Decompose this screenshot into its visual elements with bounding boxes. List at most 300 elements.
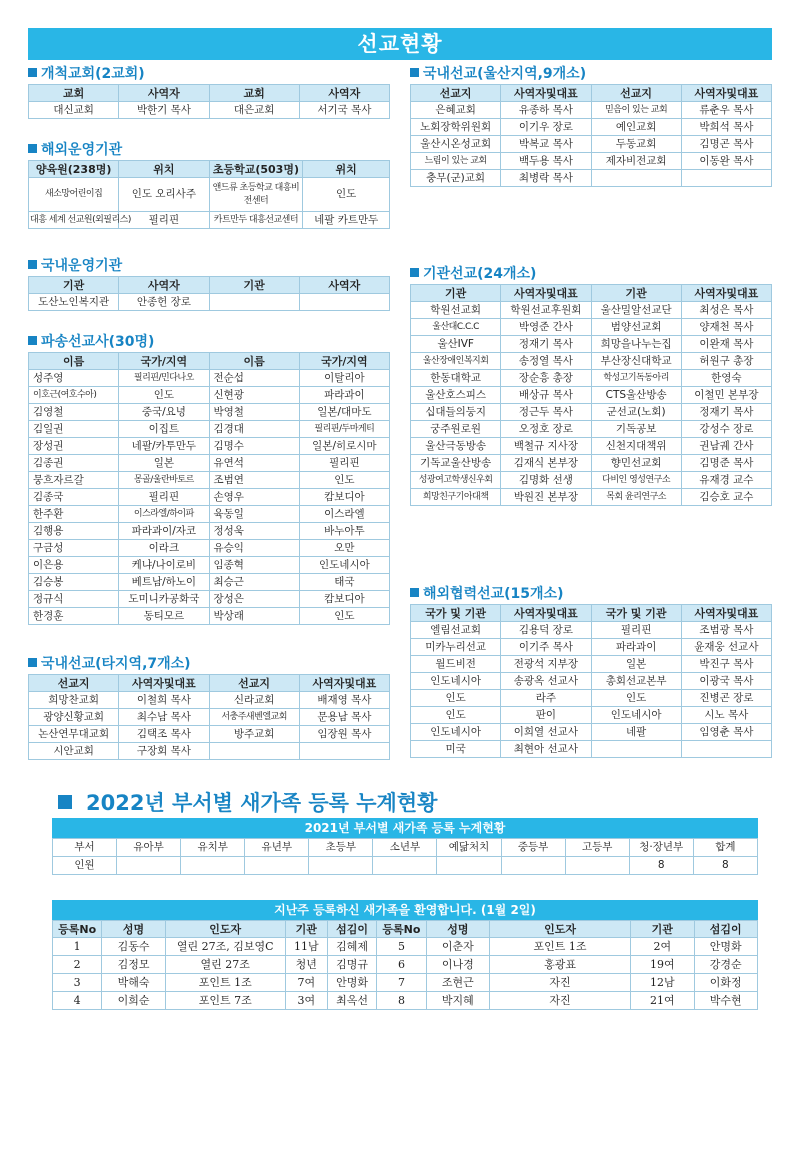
table-cell: 송정열 목사: [501, 353, 591, 370]
column-header: 국가/지역: [119, 353, 209, 370]
table-cell: 유승익: [209, 540, 299, 557]
table-cell: 8: [629, 857, 693, 875]
table-cell: 박해숙: [102, 974, 165, 992]
square-bullet-icon: [28, 144, 37, 153]
table-cell: 열린 27조, 김보영C: [165, 938, 285, 956]
table-row: [29, 489, 390, 506]
table-header-row: [29, 161, 390, 178]
table-cell: 임장원 목사: [299, 726, 389, 743]
column-header: 사역자: [299, 277, 389, 294]
table-cell: 네팔 카트만두: [303, 212, 390, 229]
column-header: 유아부: [117, 839, 181, 857]
table-header-row: [29, 277, 390, 294]
table-cell: 김일권: [29, 421, 119, 438]
table-cell: 배재영 목사: [299, 692, 389, 709]
table-cell: 태국: [299, 574, 389, 591]
table-cell: [591, 170, 681, 187]
table-cell: 최승근: [209, 574, 299, 591]
table-cell: 최옥선: [327, 992, 376, 1010]
summary-table: [52, 838, 758, 875]
table-cell: 김종권: [29, 455, 119, 472]
column-header: 초등부: [309, 839, 373, 857]
table-row: [29, 574, 390, 591]
newfamily-table: [52, 920, 758, 1010]
table-cell: 희망친구기아대책: [411, 489, 501, 506]
table-cell: 다비인 영성연구소: [591, 472, 681, 489]
table-cell: 백두용 목사: [501, 153, 591, 170]
table-row: [29, 692, 390, 709]
table-cell: 한주환: [29, 506, 119, 523]
domestic-other-section: [28, 654, 390, 760]
table-cell: [299, 294, 389, 311]
missionaries-table: [28, 352, 390, 625]
column-header: 섬김이: [327, 921, 376, 938]
summary-heading: [58, 787, 437, 817]
table-cell: 강성수 장로: [681, 421, 771, 438]
table-row: [29, 472, 390, 489]
table-cell: [681, 170, 771, 187]
square-bullet-icon: [28, 336, 37, 345]
table-cell: 희망을나누는집: [591, 336, 681, 353]
table-cell: 권남궤 간사: [681, 438, 771, 455]
table-cell: 류춘우 목사: [681, 102, 771, 119]
table-cell: 2여: [631, 938, 694, 956]
table-cell: 안종헌 장로: [119, 294, 209, 311]
table-cell: 월드비전: [411, 656, 501, 673]
table-cell: 대신교회: [29, 102, 119, 119]
table-cell: 파라과이/자코: [119, 523, 209, 540]
table-cell: 전광석 지부장: [501, 656, 591, 673]
table-cell: 일본: [591, 656, 681, 673]
table-row: [411, 102, 772, 119]
table-cell: 유연석: [209, 455, 299, 472]
table-row: [29, 421, 390, 438]
column-header: 국가 및 기관: [591, 605, 681, 622]
table-row: [53, 956, 758, 974]
table-cell: 인도네시아: [411, 724, 501, 741]
table-cell: 판이: [501, 707, 591, 724]
table-cell: 노회장학위원회: [411, 119, 501, 136]
table-row: [411, 438, 772, 455]
table-cell: 열린 27조: [165, 956, 285, 974]
table-cell: 신천지대책위: [591, 438, 681, 455]
table-cell: 몽골/울란바토르: [119, 472, 209, 489]
section-title: 국내선교(타지역,7개소): [41, 656, 191, 672]
table-cell: 임종혁: [209, 557, 299, 574]
column-header: 사역자: [299, 85, 389, 102]
table-cell: 케냐/나이로비: [119, 557, 209, 574]
overseas-org-table: [28, 160, 390, 229]
table-cell: 이탈리아: [299, 370, 389, 387]
table-cell: 손영우: [209, 489, 299, 506]
square-bullet-icon: [28, 68, 37, 77]
column-header: 사역자및대표: [501, 605, 591, 622]
table-cell: [299, 743, 389, 760]
table-row: [29, 212, 390, 229]
table-row: [411, 302, 772, 319]
table-cell: 이화정: [694, 974, 758, 992]
domestic-other-table: [28, 674, 390, 760]
table-row: [29, 438, 390, 455]
table-cell: 인도네시아: [299, 557, 389, 574]
table-cell: 김경대: [209, 421, 299, 438]
institution-section: [410, 264, 772, 506]
column-header: 사역자및대표: [119, 675, 209, 692]
table-cell: 포인트 1조: [165, 974, 285, 992]
column-header: 성명: [426, 921, 489, 938]
table-cell: 인도: [119, 387, 209, 404]
column-header: 사역자: [119, 277, 209, 294]
table-cell: 기독공보: [591, 421, 681, 438]
summary-box-title: 2021년 부서별 새가족 등록 누계현황: [52, 818, 758, 838]
table-cell: 인도: [303, 178, 390, 212]
table-row: [411, 639, 772, 656]
missionaries-section: [28, 332, 390, 625]
table-cell: 백철규 지사장: [501, 438, 591, 455]
table-header-row: [53, 839, 758, 857]
table-cell: 이광국 목사: [681, 673, 771, 690]
newfamily-box: [52, 900, 758, 1010]
table-cell: 전순섭: [209, 370, 299, 387]
table-row: [29, 506, 390, 523]
table-header-row: [29, 353, 390, 370]
column-header: 등록No: [53, 921, 102, 938]
table-cell: 정근두 목사: [501, 404, 591, 421]
table-cell: 총회선교본부: [591, 673, 681, 690]
table-cell: [309, 857, 373, 875]
table-row: [29, 540, 390, 557]
column-header: 선교지: [591, 85, 681, 102]
table-row: [29, 370, 390, 387]
table-header-row: [411, 285, 772, 302]
table-header-row: [53, 921, 758, 938]
table-cell: 한영숙: [681, 370, 771, 387]
column-header: 유년부: [245, 839, 309, 857]
column-header: 사역자및대표: [681, 85, 771, 102]
table-cell: [373, 857, 437, 875]
column-header: 기관: [29, 277, 119, 294]
table-cell: 인도: [411, 690, 501, 707]
table-cell: 조현근: [426, 974, 489, 992]
column-header: 예닮처치: [437, 839, 501, 857]
table-header-row: [29, 85, 390, 102]
column-header: 양육원(238명): [29, 161, 119, 178]
table-cell: 구장회 목사: [119, 743, 209, 760]
table-cell: 일본/대마도: [299, 404, 389, 421]
table-cell: 정재기 목사: [681, 404, 771, 421]
table-cell: 신현광: [209, 387, 299, 404]
table-row: [29, 608, 390, 625]
column-header: 교회: [29, 85, 119, 102]
table-row: [411, 336, 772, 353]
table-row: [29, 743, 390, 760]
domestic-ulsan-section: [410, 64, 772, 187]
column-header: 선교지: [29, 675, 119, 692]
table-cell: 김정모: [102, 956, 165, 974]
column-header: 사역자: [119, 85, 209, 102]
table-row: [29, 557, 390, 574]
column-header: 유치부: [181, 839, 245, 857]
table-cell: 윤재웅 선교사: [681, 639, 771, 656]
table-cell: 김종국: [29, 489, 119, 506]
table-cell: 김명규: [327, 956, 376, 974]
table-cell: 허원구 총장: [681, 353, 771, 370]
table-row: [411, 489, 772, 506]
table-cell: 범양선교회: [591, 319, 681, 336]
table-row: [411, 690, 772, 707]
table-cell: 장성권: [29, 438, 119, 455]
newfamily-box-title: 지난주 등록하신 새가족을 환영합니다. (1월 2일): [52, 900, 758, 920]
table-cell: 19여: [631, 956, 694, 974]
table-cell: 방주교회: [209, 726, 299, 743]
institution-table: [410, 284, 772, 506]
table-cell: 대흥 세계 선교원(외필리스): [29, 212, 119, 229]
table-row: [411, 741, 772, 758]
table-cell: 박수현: [694, 992, 758, 1010]
table-cell: 인도 오리사주: [119, 178, 209, 212]
table-cell: 7: [377, 974, 426, 992]
table-row: [411, 136, 772, 153]
table-cell: 이철민 본부장: [681, 387, 771, 404]
square-bullet-icon: [410, 588, 419, 597]
table-cell: 이완재 목사: [681, 336, 771, 353]
table-row: [29, 178, 390, 212]
table-row: [29, 387, 390, 404]
table-cell: 십대들의둥지: [411, 404, 501, 421]
table-cell: 학성고기독동아리: [591, 370, 681, 387]
table-cell: 인도: [299, 608, 389, 625]
column-header: 기관: [631, 921, 694, 938]
column-header: 사역자및대표: [681, 605, 771, 622]
table-cell: 엘림선교회: [411, 622, 501, 639]
table-cell: 자진: [490, 992, 631, 1010]
page-banner: 선교현황: [28, 28, 772, 60]
table-cell: [245, 857, 309, 875]
column-header: 인도자: [165, 921, 285, 938]
table-cell: 믿음이 있는 교회: [591, 102, 681, 119]
table-cell: 필리핀: [119, 212, 209, 229]
table-cell: 앤드류 초등학교 대흥비전센터: [209, 178, 303, 212]
table-cell: 6: [377, 956, 426, 974]
table-cell: 정성욱: [209, 523, 299, 540]
table-cell: 최성은 목사: [681, 302, 771, 319]
table-cell: 최현아 선교사: [501, 741, 591, 758]
table-cell: 오만: [299, 540, 389, 557]
pioneer-section: [28, 64, 390, 119]
table-cell: 도미니카공화국: [119, 591, 209, 608]
table-cell: 부산장신대학교: [591, 353, 681, 370]
table-cell: 충무(군)교회: [411, 170, 501, 187]
table-cell: 김용덕 장로: [501, 622, 591, 639]
table-cell: 필리핀: [299, 455, 389, 472]
table-cell: 성광여고학생신우회: [411, 472, 501, 489]
table-cell: 유재경 교수: [681, 472, 771, 489]
table-cell: 구금성: [29, 540, 119, 557]
table-cell: 느림이 있는 교회: [411, 153, 501, 170]
section-title: 국내운영기관: [41, 258, 123, 274]
table-cell: [565, 857, 629, 875]
table-cell: 라주: [501, 690, 591, 707]
table-cell: 문용남 목사: [299, 709, 389, 726]
square-bullet-icon: [28, 658, 37, 667]
table-cell: 이동완 목사: [681, 153, 771, 170]
table-cell: 서충주새벤엘교회: [209, 709, 299, 726]
table-cell: 육동일: [209, 506, 299, 523]
table-row: [53, 938, 758, 956]
column-header: 국가/지역: [299, 353, 389, 370]
table-cell: 학원선교후원회: [501, 302, 591, 319]
table-cell: 이집트: [119, 421, 209, 438]
column-header: 초등학교(503명): [209, 161, 303, 178]
table-cell: 시노 목사: [681, 707, 771, 724]
table-row: [29, 523, 390, 540]
overseas-coop-section: [410, 584, 772, 758]
table-row: [411, 673, 772, 690]
table-row: [411, 404, 772, 421]
domestic-ulsan-table: [410, 84, 772, 187]
table-cell: 인도네시아: [591, 707, 681, 724]
table-cell: 박진구 목사: [681, 656, 771, 673]
table-cell: 김동수: [102, 938, 165, 956]
table-cell: 광양신황교회: [29, 709, 119, 726]
table-cell: 정재기 목사: [501, 336, 591, 353]
table-cell: 울산시온성교회: [411, 136, 501, 153]
table-cell: [181, 857, 245, 875]
column-header: 사역자및대표: [501, 85, 591, 102]
table-cell: 필리핀: [591, 622, 681, 639]
table-cell: 11남: [285, 938, 327, 956]
table-cell: 1: [53, 938, 102, 956]
table-row: [29, 726, 390, 743]
table-row: [53, 857, 758, 875]
table-row: [411, 353, 772, 370]
table-cell: 필리핀/민다나오: [119, 370, 209, 387]
table-cell: 박희석 목사: [681, 119, 771, 136]
table-cell: 김명준 목사: [681, 455, 771, 472]
table-row: [411, 455, 772, 472]
column-header: 국가 및 기관: [411, 605, 501, 622]
table-cell: 김승호 교수: [681, 489, 771, 506]
table-row: [411, 153, 772, 170]
table-header-row: [411, 85, 772, 102]
table-cell: 한경훈: [29, 608, 119, 625]
column-header: 위치: [303, 161, 390, 178]
table-cell: 홍광표: [490, 956, 631, 974]
domestic-org-table: [28, 276, 390, 311]
domestic-org-section: [28, 256, 390, 311]
table-cell: 박상래: [209, 608, 299, 625]
table-cell: 바누아투: [299, 523, 389, 540]
table-cell: 박원진 본부장: [501, 489, 591, 506]
table-cell: 장순흥 총장: [501, 370, 591, 387]
table-cell: 임영춘 목사: [681, 724, 771, 741]
table-cell: 김행용: [29, 523, 119, 540]
table-cell: 김승봉: [29, 574, 119, 591]
table-cell: 이라크: [119, 540, 209, 557]
table-cell: 울산밀알선교단: [591, 302, 681, 319]
column-header: 교회: [209, 85, 299, 102]
square-bullet-icon: [410, 68, 419, 77]
table-cell: 네팔/카투만두: [119, 438, 209, 455]
table-cell: 미국: [411, 741, 501, 758]
table-cell: 향민선교회: [591, 455, 681, 472]
section-title: 국내선교(울산지역,9개소): [423, 66, 587, 82]
table-cell: 장성은: [209, 591, 299, 608]
table-cell: 논산연무대교회: [29, 726, 119, 743]
table-cell: 양재천 목사: [681, 319, 771, 336]
table-cell: 은혜교회: [411, 102, 501, 119]
table-cell: 필리핀: [119, 489, 209, 506]
table-cell: [591, 741, 681, 758]
table-cell: 울산장애인복지회: [411, 353, 501, 370]
table-cell: 베트남/하노이: [119, 574, 209, 591]
section-title: 해외협력선교(15개소): [423, 586, 564, 602]
section-title: 개척교회(2교회): [41, 66, 145, 82]
table-cell: 대은교회: [209, 102, 299, 119]
column-header: 선교지: [209, 675, 299, 692]
column-header: 이름: [29, 353, 119, 370]
table-row: [29, 591, 390, 608]
table-cell: 이희열 선교사: [501, 724, 591, 741]
table-cell: [681, 741, 771, 758]
table-cell: 궁주원로원: [411, 421, 501, 438]
table-row: [29, 709, 390, 726]
column-header: 기관: [285, 921, 327, 938]
column-header: 인도자: [490, 921, 631, 938]
table-row: [29, 455, 390, 472]
table-cell: 인도네시아: [411, 673, 501, 690]
table-row: [29, 404, 390, 421]
column-header: 선교지: [411, 85, 501, 102]
table-cell: CTS울산방송: [591, 387, 681, 404]
table-cell: 김재식 본부장: [501, 455, 591, 472]
table-cell: 박복교 목사: [501, 136, 591, 153]
table-cell: 김택조 목사: [119, 726, 209, 743]
table-cell: 일본/히로시마: [299, 438, 389, 455]
table-row: [53, 992, 758, 1010]
table-cell: 강경순: [694, 956, 758, 974]
table-cell: 인도: [411, 707, 501, 724]
square-bullet-icon: [410, 268, 419, 277]
table-cell: 서기국 목사: [299, 102, 389, 119]
table-cell: 조범연: [209, 472, 299, 489]
table-row: [411, 387, 772, 404]
table-header-row: [29, 675, 390, 692]
column-header: 섬김이: [694, 921, 758, 938]
table-cell: 이희순: [102, 992, 165, 1010]
table-cell: 포인트 1조: [490, 938, 631, 956]
table-cell: 8: [693, 857, 757, 875]
table-cell: 울산대C.C.C: [411, 319, 501, 336]
table-header-row: [411, 605, 772, 622]
table-cell: 최병락 목사: [501, 170, 591, 187]
table-cell: 자진: [490, 974, 631, 992]
table-cell: 인도: [299, 472, 389, 489]
table-cell: 군선교(노회): [591, 404, 681, 421]
table-cell: 예인교회: [591, 119, 681, 136]
table-cell: 중국/요녕: [119, 404, 209, 421]
table-cell: 새소망어린이집: [29, 178, 119, 212]
column-header: 기관: [411, 285, 501, 302]
table-cell: 진병곤 장로: [681, 690, 771, 707]
section-title: 기관선교(24개소): [423, 266, 537, 282]
table-cell: 박지혜: [426, 992, 489, 1010]
table-cell: 울산IVF: [411, 336, 501, 353]
table-cell: 8: [377, 992, 426, 1010]
table-row: [411, 656, 772, 673]
table-cell: 인도: [591, 690, 681, 707]
table-cell: 목회 윤리연구소: [591, 489, 681, 506]
